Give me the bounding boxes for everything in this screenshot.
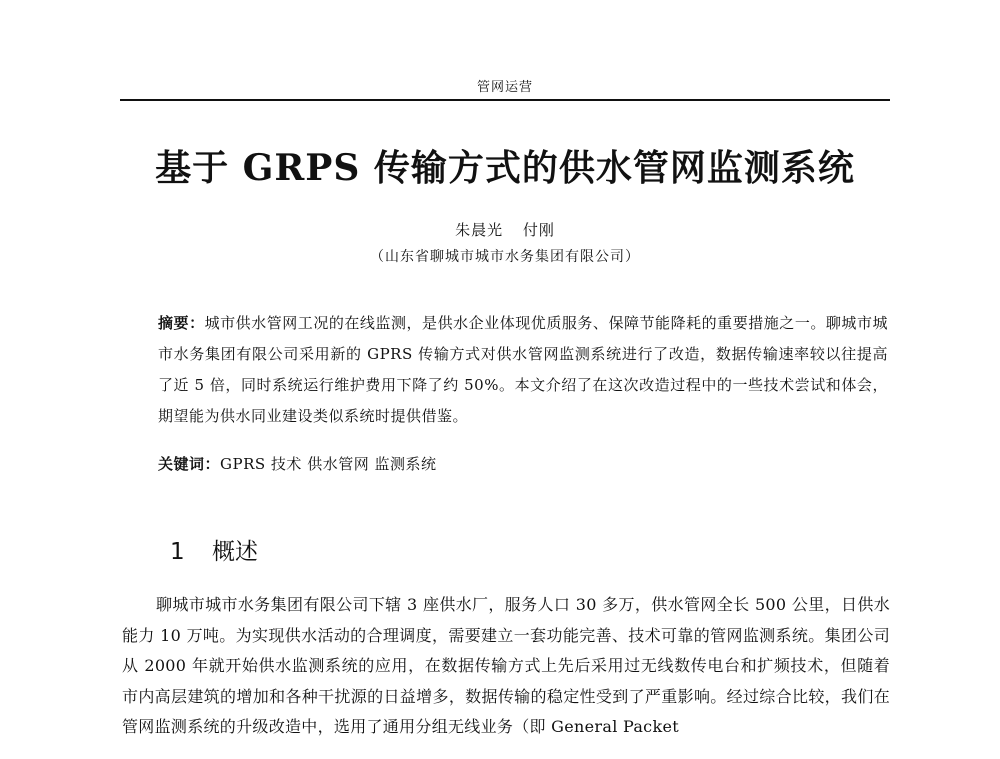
section-number: 1	[170, 539, 185, 565]
keywords-label: 关键词：	[158, 455, 221, 473]
article-title: 基于 GRPS 传输方式的供水管网监测系统	[155, 147, 855, 189]
keywords-text: GPRS 技术 供水管网 监测系统	[220, 455, 437, 473]
section-title: 概述	[212, 539, 258, 565]
running-head: 管网运营	[476, 80, 533, 95]
affiliation: （山东省聊城市城市水务集团有限公司）	[370, 249, 640, 265]
abstract	[158, 308, 888, 432]
header-rule	[120, 99, 890, 101]
section-heading	[170, 533, 258, 566]
authors: 朱晨光 付刚	[455, 221, 555, 239]
abstract-text: 城市供水管网工况的在线监测，是供水企业体现优质服务、保障节能降耗的重要措施之一。聊城市城市水务集团有限公司采用新的 GPRS 传输方式对供水管网监测系统进行了改造，数据传输速率较以往提高了近 5 倍，同时系统运行维护费用下降了约 50%。本文介绍了在这次改造过程中的一些技术尝试和体会，期望能为供水同业建设类似系统时提供借鉴。	[158, 314, 888, 425]
section-paragraph: 聊城市城市水务集团有限公司下辖 3 座供水厂，服务人口 30 多万，供水管网全长 500 公里，日供水能力 10 万吨。为实现供水活动的合理调度，需要建立一套功能完善、技术可靠的管网监测系统。集团公司从 2000 年就开始供水监测系统的应用，在数据传输方式上先后采用过无线数传电台和扩频技术，但随着市内高层建筑的增加和各种干扰源的日益增多，数据传输的稳定性受到了严重影响。经过综合比较，我们在管网监测系统的升级改造中，选用了通用分组无线业务（即 General Packet	[122, 595, 890, 736]
keywords	[158, 453, 888, 474]
abstract-label: 摘要：	[158, 314, 205, 332]
